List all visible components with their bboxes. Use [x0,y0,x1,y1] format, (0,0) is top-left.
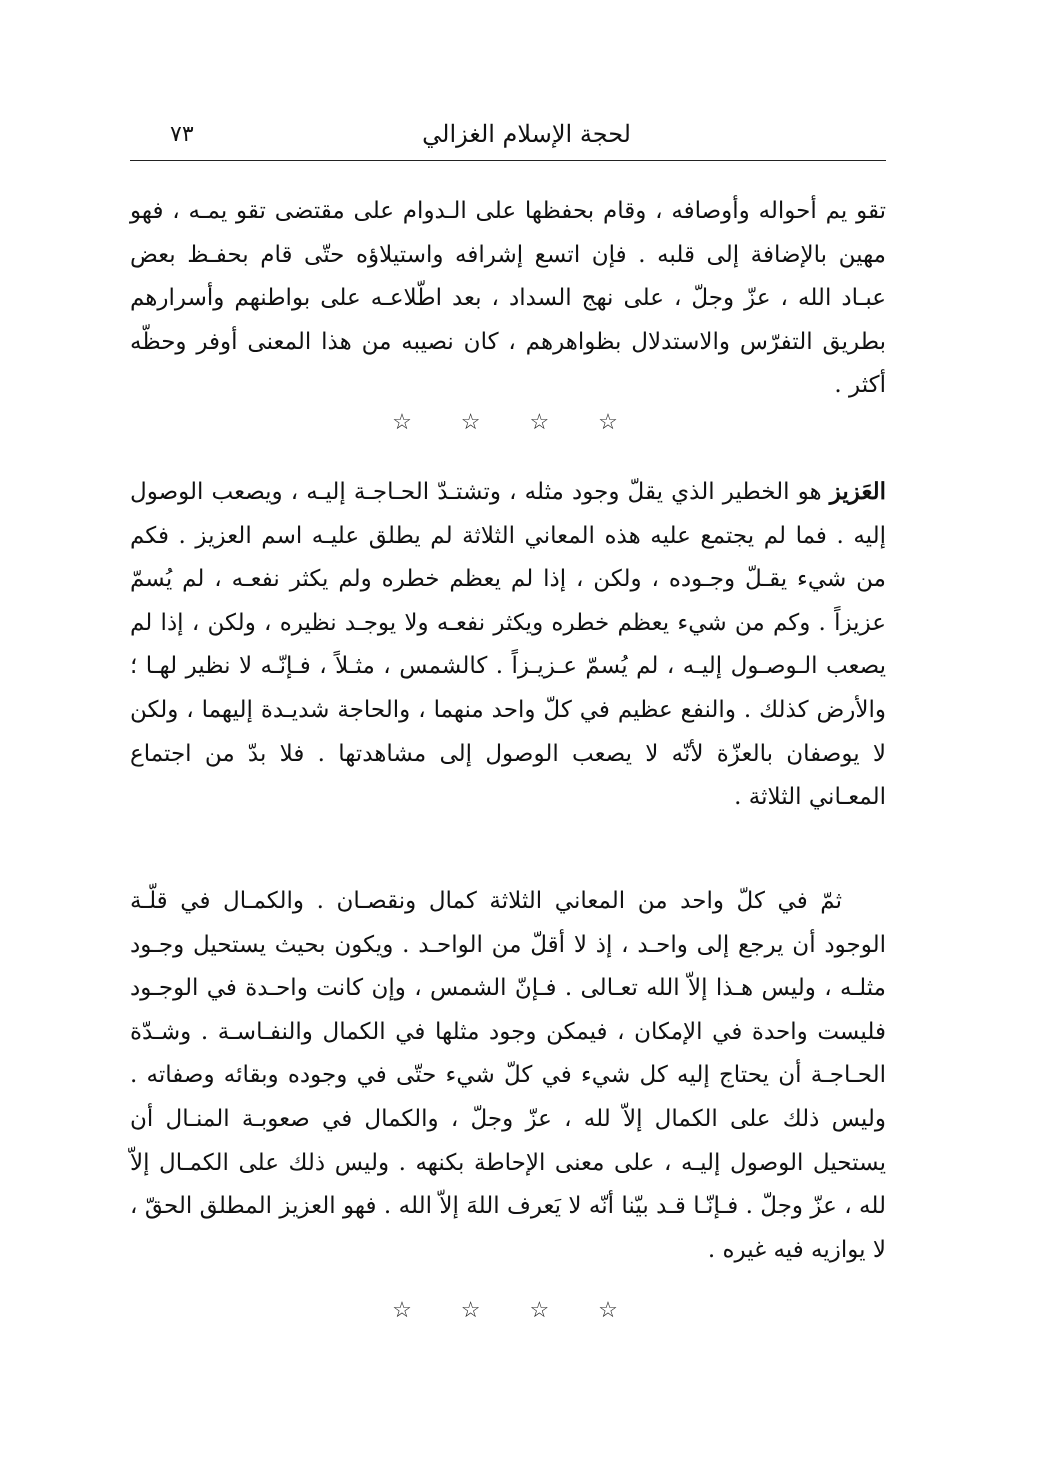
page-header [130,112,886,162]
star-icon: ☆ [598,1298,618,1323]
running-title: لحجة الإسلام الغزالي [422,120,631,148]
paragraph-3 [130,880,886,1272]
star-icon: ☆ [529,410,550,435]
paragraph-3-text: ثمّ في كلّ واحد من المعاني الثلاثة كمال ونقصـان . والكمـال في قلّـة الوجود أن يرجع إلى واحـد ، إذ لا أقلّ من الواحـد . ويكون بحيث يستحيل وجـود مثلـه ، وليس هـذا إلاّ الله تعـالى . فـإنّ الشمس ، وإن كانت واحـدة في الوجـود فليست واحدة في الإمكان ، فيمكن وجود مثلها في الكمال والنفـاسـة . وشـدّة الحـاجـة أن يحتاج إليه كل شيء في كلّ شيء حتّى في وجوده وبقائه وصفاته . وليس ذلك على الكمال إلاّ لله ، عزّ وجلّ ، والكمال في صعوبـة المنـال أن يستحيل الوصول إليـه ، على معنى الإحاطة بكنهه . وليس ذلك على الكمـال إلاّ لله ، عزّ وجلّ . فـإنّـا قـد بيّنا أنّه لا يَعرف اللهَ إلاّ الله . فهو العزيز المطلق الحقّ ، لا يوازيه فيه غيره . [130,888,886,1263]
section-separator-2 [390,1298,620,1323]
star-icon: ☆ [460,1298,481,1323]
section-separator-1 [390,410,620,435]
paragraph-2 [130,470,886,820]
page-number: ٧٣ [170,122,194,147]
star-icon: ☆ [460,410,481,435]
paragraph-1-text: تقو يم أحواله وأوصافه ، وقام بحفظها على الـدوام على مقتضى تقو يمـه ، فهو مهين بالإضافة إلى قلبه . فإن اتسع إشرافه واستيلاؤه حتّى قام بحفـظ بعض عبـاد الله ، عزّ وجلّ ، على نهج السداد ، بعد اطّلاعـه على بواطنهم وأسرارهم بطريق التفرّس والاستدلال بظواهرهم ، كان نصيبه من هذا المعنى أوفر وحظّه أكثر . [130,198,886,399]
paragraph-1 [130,190,886,408]
star-icon: ☆ [529,1298,550,1323]
defined-term: العَزيز [829,478,886,505]
paragraph-2-text [130,470,886,820]
star-icon: ☆ [392,410,412,435]
star-icon: ☆ [598,410,618,435]
header-rule [130,160,886,161]
star-icon: ☆ [392,1298,412,1323]
paragraph-2-body: هو الخطير الذي يقلّ وجود مثله ، وتشتـدّ الحـاجـة إليـه ، ويصعب الوصول إليه . فما لم يجتمع عليه هذه المعاني الثلاثة لم يطلق عليـه اسم العزيز . فكم من شيء يقـلّ وجـوده ، ولكن ، إذا لم يعظم خطره ولم يكثر نفعـه ، لم يُسمّ عزيزاً . وكم من شيء يعظم خطره ويكثر نفعـه ولا يوجـد نظيره ، ولكن ، إذا لم يصعب الـوصـول إليـه ، لم يُسمّ عـزيـزاً . كالشمس ، مثـلاً ، فـإنّـه لا نظير لهـا ؛ والأرض كذلك . والنفع عظيم في كلّ واحد منهما ، والحاجة شديـدة إليهما ، ولكن لا يوصفان بالعزّة لأنّه لا يصعب الوصول إلى مشاهدتها . فلا بدّ من اجتماع المعـاني الثلاثة . [130,479,886,811]
